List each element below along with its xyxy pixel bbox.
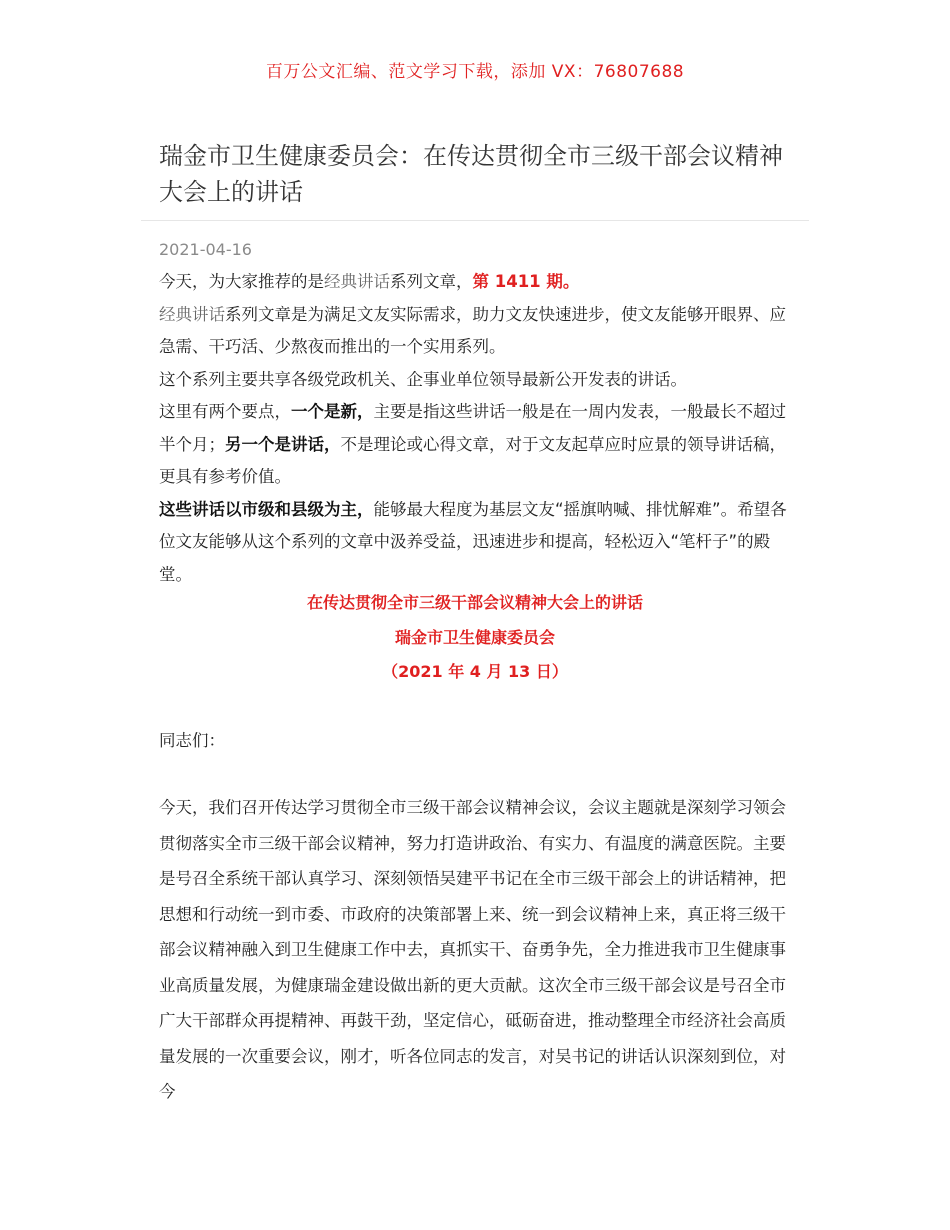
intro-text: 主要是指这些讲话一般是在一周内发表，一般最长不超过半个月； bbox=[159, 402, 786, 454]
intro-text: 系列文章， bbox=[390, 272, 473, 291]
intro-bold: 这些讲话以市级和县级为主， bbox=[159, 499, 374, 519]
series-name: 经典讲话 bbox=[324, 272, 390, 291]
intro-text: 不是理论或心得文章，对于文友起草应时应景的领导讲话稿，更具有参考价值。 bbox=[159, 434, 786, 486]
article-title: 瑞金市卫生健康委员会：在传达贯彻全市三级干部会议精神大会上的讲话 bbox=[159, 142, 783, 206]
intro-text: 今天，为大家推荐的是 bbox=[159, 272, 324, 291]
intro-section bbox=[159, 266, 793, 591]
speech-date: （2021 年 4 月 13 日） bbox=[382, 662, 568, 681]
intro-paragraph bbox=[159, 396, 793, 494]
intro-paragraph bbox=[159, 299, 793, 364]
title-divider bbox=[141, 220, 809, 221]
series-name: 经典讲话 bbox=[159, 304, 225, 324]
promo-banner: 百万公文汇编、范文学习下载，添加 VX：76807688 bbox=[265, 62, 685, 82]
publish-date: 2021-04-16 bbox=[159, 240, 252, 259]
intro-paragraph: 这个系列主要共享各级党政机关、企事业单位领导最新公开发表的讲话。 bbox=[159, 369, 687, 389]
intro-text: 能够最大程度为基层文友“摇旗呐喊、排忧解难”。希望各位文友能够从这个系列的文章中汲养受益，迅速进步和提高，轻松迈入“笔杆子”的殿堂。 bbox=[159, 499, 787, 584]
intro-bold: 一个是新， bbox=[291, 402, 374, 421]
issue-number: 第 1411 期。 bbox=[472, 272, 580, 291]
intro-text: 系列文章是为满足文友实际需求，助力文友快速进步，使文友能够开眼界、应急需、干巧活、少熬夜而推出的一个实用系列。 bbox=[159, 304, 786, 356]
speech-body: 今天，我们召开传达学习贯彻全市三级干部会议精神会议，会议主题就是深刻学习领会贯彻落实全市三级干部会议精神，努力打造讲政治、有实力、有温度的满意医院。主要是号召全系统干部认真学习、深刻领悟吴建平书记在全市三级干部会上的讲话精神，把思想和行动统一到市委、市政府的决策部署上来、统一到会议精神上来，真正将三级干部会议精神融入到卫生健康工作中去，真抓实干、奋勇争先，全力推进我市卫生健康事业高质量发展，为健康瑞金建设做出新的更大贡献。这次全市三级干部会议是号召全市广大干部群众再提精神、再鼓干劲，坚定信心，砥砺奋进，推动整理全市经济社会高质量发展的一次重要会议，刚才，听各位同志的发言，对吴书记的讲话认识深刻到位，对今 bbox=[159, 798, 786, 1101]
intro-bold: 另一个是讲话， bbox=[225, 434, 341, 454]
intro-paragraph bbox=[159, 266, 793, 299]
speech-organization: 瑞金市卫生健康委员会 bbox=[394, 628, 555, 647]
intro-text: 这里有两个要点， bbox=[159, 402, 291, 421]
intro-paragraph bbox=[159, 494, 793, 592]
speech-heading: 在传达贯彻全市三级干部会议精神大会上的讲话 bbox=[306, 593, 643, 612]
salutation: 同志们： bbox=[159, 731, 225, 750]
